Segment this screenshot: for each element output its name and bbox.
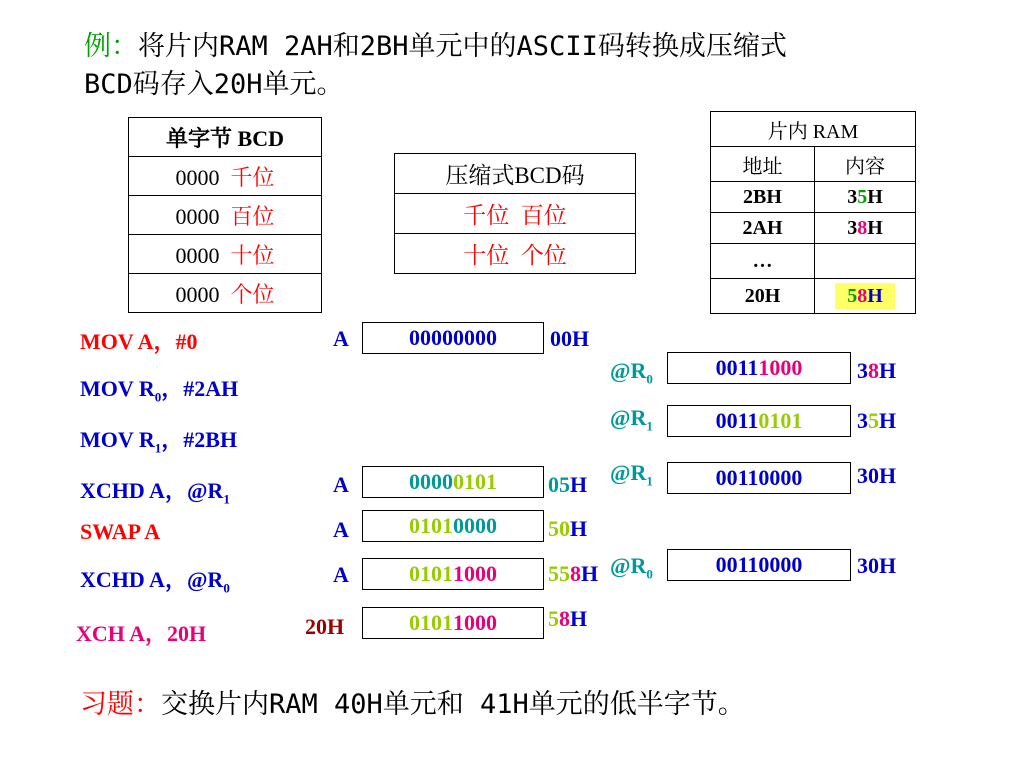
hex-value: 558H <box>548 561 599 586</box>
instruction-6: XCHD A，$@R_0$ <box>80 567 230 596</box>
packed-bcd-table <box>394 153 636 274</box>
title-line1: 将片内RAM 2AH和2BH单元中的ASCII码转换成压缩式 <box>138 31 787 62</box>
register-box: 0101 1000 <box>362 607 544 639</box>
instruction-4: XCHD A，$@R_1$ <box>80 478 230 507</box>
reg-label: A <box>333 562 349 587</box>
bcd-row: 0000 个位 <box>129 274 322 313</box>
reg-label: A <box>333 326 349 351</box>
ram-content: 58H <box>815 279 916 314</box>
hex-value: 05H <box>548 472 588 497</box>
ram-addr: 20H <box>711 279 815 314</box>
bcd-table-header: 单字节 BCD <box>129 118 322 157</box>
instruction-1: MOV A，#0 <box>80 329 198 354</box>
hex-value: 58H <box>548 606 588 631</box>
reg-label: A <box>333 517 349 542</box>
packed-row: 千位 百位 <box>395 194 636 234</box>
packed-header: 压缩式BCD码 <box>395 154 636 194</box>
bcd-row: 0000 十位 <box>129 235 322 274</box>
hex-value: 35H <box>857 408 897 433</box>
hex-value: 30H <box>857 463 897 488</box>
register-box: 0011 0000 <box>667 462 851 494</box>
instruction-7: XCH A，20H <box>76 621 207 646</box>
title-line2: BCD码存入20H单元。 <box>84 69 344 100</box>
instruction-3: MOV $R_1$，#2BH <box>80 427 238 456</box>
ram-col-addr: 地址 <box>711 147 815 182</box>
reg-label: 20H <box>305 614 345 639</box>
register-box: 0101 0000 <box>362 510 544 542</box>
hex-value: 30H <box>857 553 897 578</box>
packed-row: 十位 个位 <box>395 234 636 274</box>
ptr-label: $@R_0$ <box>610 358 653 387</box>
ram-addr: 2BH <box>711 182 815 213</box>
ptr-label: $@R_1$ <box>610 460 653 489</box>
hex-value: 00H <box>550 326 590 351</box>
ptr-label: $@R_0$ <box>610 553 653 582</box>
reg-label: A <box>333 472 349 497</box>
bcd-row: 0000 千位 <box>129 157 322 196</box>
ram-table <box>710 111 916 314</box>
instruction-5: SWAP A <box>80 519 161 544</box>
hex-value: 50H <box>548 516 588 541</box>
bcd-table <box>128 117 322 313</box>
ram-addr: 2AH <box>711 213 815 244</box>
ram-content <box>815 244 916 279</box>
instruction-2: MOV $R_0$，#2AH <box>80 376 239 405</box>
register-box: 00000000 <box>362 322 544 354</box>
ram-col-content: 内容 <box>815 147 916 182</box>
ptr-label: $@R_1$ <box>610 405 653 434</box>
register-box: 0011 0101 <box>667 405 851 437</box>
bcd-row: 0000 百位 <box>129 196 322 235</box>
register-box: 0101 1000 <box>362 558 544 590</box>
register-box: 0011 1000 <box>667 352 851 384</box>
ram-content: 35H <box>815 182 916 213</box>
ram-addr: … <box>711 244 815 279</box>
hex-value: 38H <box>857 358 897 383</box>
ram-table-title: 片内 RAM <box>711 112 916 147</box>
exercise-text: 习题：交换片内RAM 40H单元和 41H单元的低半字节。 <box>80 689 745 720</box>
register-box: 0000 0101 <box>362 466 544 498</box>
register-box: 0011 0000 <box>667 549 851 581</box>
page-title <box>84 28 984 104</box>
ram-content: 38H <box>815 213 916 244</box>
title-prefix: 例： <box>84 31 138 62</box>
